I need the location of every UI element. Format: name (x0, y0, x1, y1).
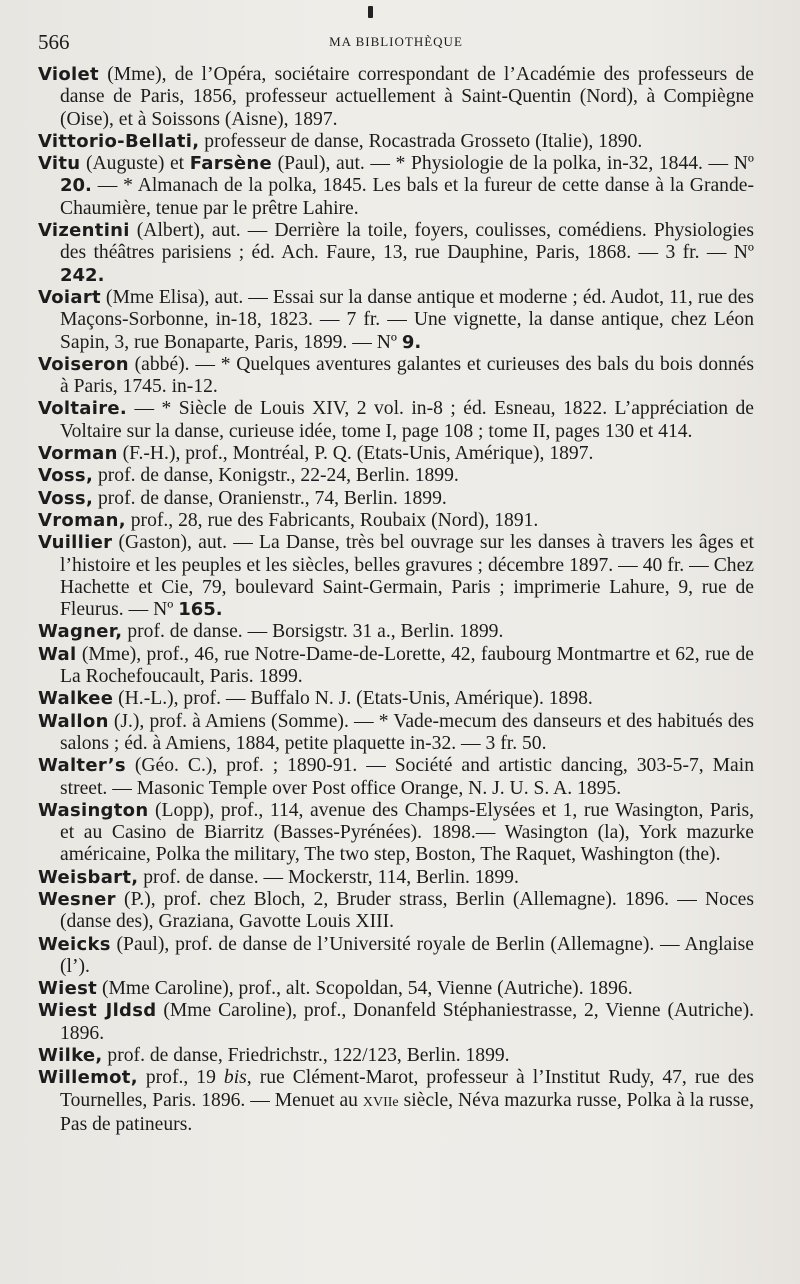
entry (38, 621, 754, 643)
entry (38, 800, 754, 867)
entry-small-caps: XVIIe (362, 1094, 399, 1110)
entry-text: (Mme), de l’Opéra, sociétaire correspondant de l’Académie des professeurs de danse de Paris, 1856, professeur actuellement à Saint-Quentin (Nord), à Compiègne (Oise), et à Soissons (Aisne), 1897. (60, 64, 754, 130)
entry-headword: Wiest (38, 978, 98, 1000)
entry-text: prof. de danse. — Mockerstr, 114, Berlin. 1899. (138, 866, 519, 888)
entry-headword: Wasington (38, 799, 149, 821)
entry (38, 867, 754, 889)
entry-headword: Walter’s (38, 755, 126, 777)
entry (38, 1067, 754, 1136)
entry-headword: Vorman (38, 443, 118, 465)
entry (38, 64, 754, 131)
entry-text: (H.-L.), prof. — Buffalo N. J. (Etats-Unis, Amérique). 1898. (113, 688, 593, 710)
entry-list (38, 64, 754, 1136)
entry-text: prof. de danse, Konigstr., 22-24, Berlin. 1899. (93, 465, 459, 487)
entry (38, 711, 754, 756)
entry-text: (Paul), prof. de danse de l’Université royale de Berlin (Allemagne). — Anglaise (l’). (60, 933, 754, 977)
entry-text: prof. de danse. — Borsigstr. 31 a., Berlin. 1899. (122, 621, 504, 643)
entry-headword: Wiest Jldsd (38, 1000, 157, 1022)
entry-headword: Wilke, (38, 1045, 103, 1067)
entry (38, 934, 754, 979)
running-title: MA BIBLIOTHÈQUE (329, 34, 463, 49)
page-header (38, 28, 754, 60)
entry-headword: Voss, (38, 487, 94, 509)
entry-headword: Violet (38, 64, 99, 85)
ink-mark (368, 6, 373, 18)
entry-text: prof., 19 (137, 1067, 224, 1089)
entry-headword: Weicks (38, 933, 111, 955)
catalog-number: 20. (60, 175, 92, 197)
entry (38, 1045, 754, 1067)
entry (38, 398, 754, 443)
entry-headword: Wagner, (38, 621, 123, 643)
entry-text: (abbé). — * Quelques aventures galantes et curieuses des bals du bois donnés à Paris, 1745. in-12. (60, 353, 754, 398)
entry (38, 688, 754, 710)
entry (38, 443, 754, 465)
entry-text: professeur de danse, Rocastrada Grosseto (Italie), 1890. (199, 130, 643, 152)
entry-text: (Paul), aut. — * Physiologie de la polka, in-32, 1844. — Nº (272, 153, 754, 175)
entry-text: (Lopp), prof., 114, avenue des Champs-Elysées et 1, rue Wasington, Paris, et au Casino de Biarritz (Basses-Pyrénées). 1898.— Wasington (la), York mazurke américaine, Polka the military, The two step, Boston, The Raquet, Washington (the). (60, 799, 754, 866)
entry-text: (Gaston), aut. — La Danse, très bel ouvrage sur les danses à travers les âges et l’histoire et les peuples et les siècles, belles gravures ; décembre 1897. — 40 fr. — Chez Hachette et Cie, 79, boulevard Saint-Germain, Paris ; imprimerie Lahure, 9, rue de Fleurus. — Nº (60, 532, 754, 621)
entry-headword: Wallon (38, 710, 109, 732)
entry-headword: Vizentini (38, 220, 130, 242)
entry-headword: Voiart (38, 286, 101, 308)
entry-text: prof., 28, rue des Fabricants, Roubaix (Nord), 1891. (125, 509, 539, 531)
entry (38, 1000, 754, 1045)
entry-headword: Voss, (38, 465, 94, 487)
entry (38, 354, 754, 399)
entry-text: (Albert), aut. — Derrière la toile, foyers, coulisses, comédiens. Physiologies des théâtres parisiens ; éd. Ach. Faure, 13, rue Dauphine, Paris, 1868. — 3 fr. — Nº (60, 220, 754, 264)
entry-text: (P.), prof. chez Bloch, 2, Bruder strass, Berlin (Allemagne). 1896. — Noces (danse des), Graziana, Gavotte Louis XIII. (60, 888, 754, 933)
entry-text: prof. de danse, Friedrichstr., 122/123, Berlin. 1899. (102, 1045, 510, 1067)
entry (38, 889, 754, 934)
entry-text: (Auguste) et (80, 153, 190, 175)
entry (38, 465, 754, 487)
entry-text: prof. de danse, Oranienstr., 74, Berlin. 1899. (93, 487, 447, 509)
entry-headword-secondary: Farsène (189, 153, 273, 175)
entry-headword: Walkee (38, 688, 114, 710)
entry-headword: Voiseron (38, 353, 129, 375)
entry-headword: Wesner (38, 888, 116, 910)
entry (38, 287, 754, 354)
entry-headword: Wal (38, 643, 77, 665)
entry (38, 220, 754, 287)
entry-text: siècle, Néva mazurka russe, Polka à la russe, Pas de patineurs. (60, 1089, 755, 1135)
entry-headword: Vitu (38, 153, 81, 175)
entry-text: (Mme), prof., 46, rue Notre-Dame-de-Lorette, 42, faubourg Montmartre et 62, rue de La Rochefoucault, Paris. 1899. (60, 643, 754, 688)
entry-text: — * Almanach de la polka, 1845. Les bals et la fureur de cette danse à la Grande-Chaumière, tenue par le prêtre Lahire. (60, 175, 754, 219)
entry (38, 510, 754, 532)
entry-text: (Mme Elisa), aut. — Essai sur la danse antique et moderne ; éd. Audot, 11, rue des Maçons-Sorbonne, in-18, 1823. — 7 fr. — Une vignette, la danse antique, chez Léon Sapin, 3, rue Bonaparte, Paris, 1899. — Nº (60, 286, 754, 353)
entry-text: (Mme Caroline), prof., Donanfeld Stéphaniestrasse, 2, Vienne (Autriche). 1896. (60, 1000, 755, 1044)
entry-headword: Vuillier (38, 532, 113, 554)
catalog-number: 165. (178, 599, 223, 621)
entry-headword: Voltaire. (38, 398, 128, 420)
entry-text: , rue Clément-Marot, professeur à l’Institut Rudy, 47, rue des Tournelles, Paris. 1896. — Menuet au (60, 1067, 754, 1111)
entry-headword: Willemot, (38, 1067, 138, 1089)
entry-text: (J.), prof. à Amiens (Somme). — * Vade-mecum des danseurs et des habitués des salons ; éd. à Amiens, 1884, petite plaquette in-32. — 3 fr. 50. (60, 710, 754, 754)
entry (38, 488, 754, 510)
entry (38, 532, 754, 621)
entry (38, 755, 754, 800)
entry-text: (F.-H.), prof., Montréal, P. Q. (Etats-Unis, Amérique), 1897. (117, 443, 594, 465)
entry-headword: Vroman, (38, 509, 126, 531)
catalog-number: 242. (60, 264, 105, 286)
catalog-number: 9. (401, 331, 422, 353)
entry (38, 153, 754, 220)
entry (38, 978, 754, 1000)
entry-text: — * Siècle de Louis XIV, 2 vol. in-8 ; éd. Esneau, 1822. L’appréciation de Voltaire sur la danse, curieuse idée, tome I, page 108 ; tome II, pages 130 et 414. (60, 398, 754, 442)
entry-headword: Weisbart, (38, 866, 139, 888)
page-number: 566 (38, 30, 70, 54)
entry (38, 131, 754, 153)
entry-text: (Géo. C.), prof. ; 1890-91. — Société and artistic dancing, 303-5-7, Main street. — Masonic Temple over Post office Orange, N. J. U. S. A. 1895. (60, 755, 754, 799)
entry-italic: bis (223, 1067, 247, 1089)
entry (38, 644, 754, 689)
entry-headword: Vittorio-Bellati, (38, 130, 200, 152)
entry-text: (Mme Caroline), prof., alt. Scopoldan, 54, Vienne (Autriche). 1896. (97, 978, 633, 1000)
